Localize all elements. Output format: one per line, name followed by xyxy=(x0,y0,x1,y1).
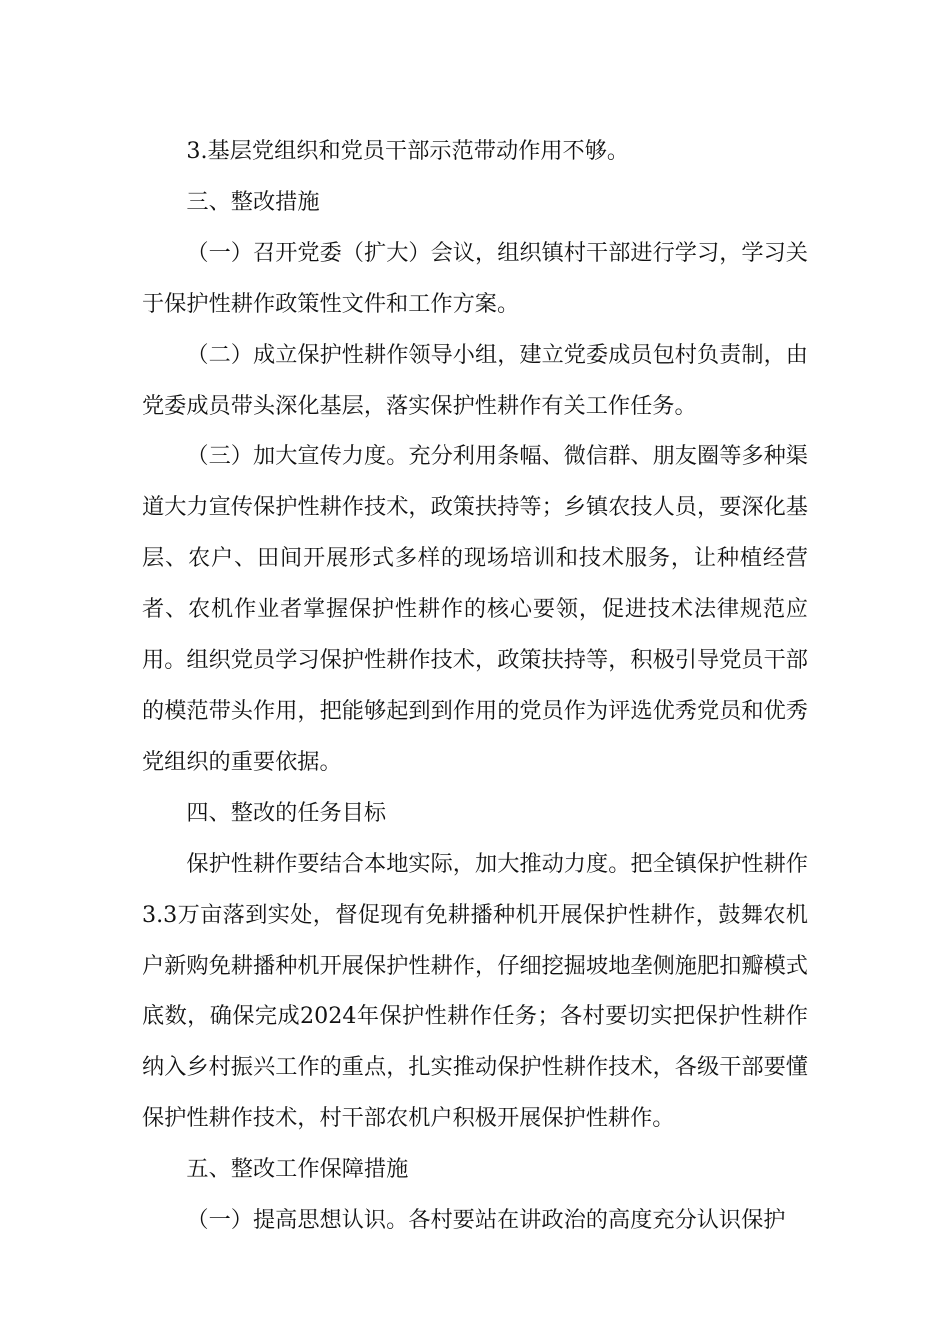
heading-rectification-measures: 三、整改措施 xyxy=(186,188,320,215)
document-body xyxy=(142,126,808,1246)
paragraph-measure-1: （一）召开党委（扩大）会议，组织镇村干部进行学习，学习关于保护性耕作政策性文件和工作方案。 xyxy=(142,239,808,317)
heading-task-goals: 四、整改的任务目标 xyxy=(186,799,387,826)
paragraph-safeguard-1: （一）提高思想认识。各村要站在讲政治的高度充分认识保护 xyxy=(186,1207,786,1234)
heading-safeguard-measures: 五、整改工作保障措施 xyxy=(186,1156,409,1183)
paragraph-problem-3: 3.基层党组织和党员干部示范带动作用不够。 xyxy=(186,138,630,164)
paragraph-measure-2: （二）成立保护性耕作领导小组，建立党委成员包村负责制，由党委成员带头深化基层，落实保护性耕作有关工作任务。 xyxy=(142,341,808,419)
paragraph-measure-3: （三）加大宣传力度。充分利用条幅、微信群、朋友圈等多种渠道大力宣传保护性耕作技术，政策扶持等；乡镇农技人员，要深化基层、农户、田间开展形式多样的现场培训和技术服务，让种植经营者、农机作业者掌握保护性耕作的核心要领，促进技术法律规范应用。组织党员学习保护性耕作技术，政策扶持等，积极引导党员干部的模范带头作用，把能够起到到作用的党员作为评选优秀党员和优秀党组织的重要依据。 xyxy=(142,443,808,775)
paragraph-task-goals: 保护性耕作要结合本地实际，加大推动力度。把全镇保护性耕作3.3万亩落到实处，督促现有免耕播种机开展保护性耕作，鼓舞农机户新购免耕播种机开展保护性耕作，仔细挖掘坡地垄侧施肥扣瓣模式底数，确保完成2024年保护性耕作任务；各村要切实把保护性耕作纳入乡村振兴工作的重点，扎实推动保护性耕作技术，各级干部要懂保护性耕作技术，村干部农机户积极开展保护性耕作。 xyxy=(142,850,808,1132)
